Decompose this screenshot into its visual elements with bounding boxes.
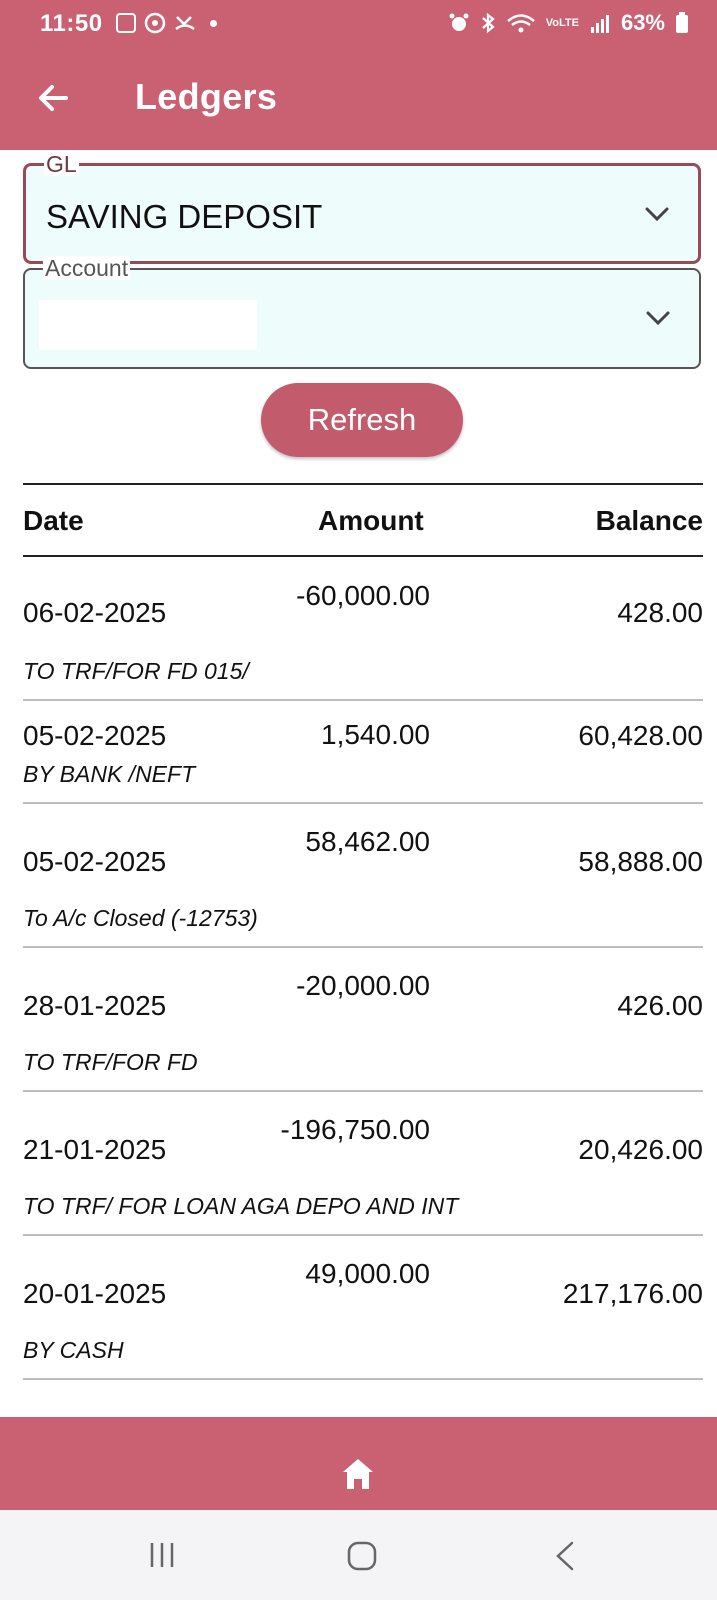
chat-icon bbox=[144, 12, 166, 34]
row-date: 21-01-2025 bbox=[23, 1134, 167, 1165]
row-divider bbox=[23, 699, 703, 701]
gl-dropdown[interactable] bbox=[23, 151, 701, 264]
row-description: TO TRF/FOR FD bbox=[23, 1049, 198, 1075]
notification-icons bbox=[116, 12, 217, 34]
alarm-icon bbox=[448, 12, 470, 34]
table-top-rule bbox=[23, 483, 703, 485]
gallery-icon bbox=[116, 13, 136, 33]
account-label: Account bbox=[45, 255, 129, 281]
row-balance: 217,176.00 bbox=[562, 1278, 703, 1309]
row-amount: 49,000.00 bbox=[305, 1258, 430, 1289]
gl-value: SAVING DEPOSIT bbox=[46, 198, 323, 235]
missed-call-icon bbox=[174, 12, 196, 34]
column-header-date: Date bbox=[23, 505, 84, 536]
volte-label: VoLTE bbox=[545, 16, 579, 29]
row-balance: 20,426.00 bbox=[578, 1134, 703, 1165]
row-date: 05-02-2025 bbox=[23, 720, 167, 751]
recent-apps-icon[interactable] bbox=[147, 1540, 177, 1570]
row-description: BY CASH bbox=[23, 1337, 124, 1363]
battery-icon bbox=[675, 12, 689, 34]
row-date: 20-01-2025 bbox=[23, 1278, 167, 1309]
account-dropdown[interactable] bbox=[23, 255, 701, 369]
battery-percent: 63% bbox=[620, 10, 665, 35]
row-amount: 1,540.00 bbox=[321, 719, 430, 750]
row-description: BY BANK /NEFT bbox=[23, 761, 196, 787]
status-bar bbox=[0, 0, 717, 44]
row-date: 05-02-2025 bbox=[23, 846, 167, 877]
row-description: To A/c Closed (-12753) bbox=[23, 905, 258, 931]
column-header-amount: Amount bbox=[318, 505, 424, 536]
row-divider bbox=[23, 946, 703, 948]
row-description: TO TRF/FOR FD 015/ bbox=[23, 658, 249, 684]
row-date: 06-02-2025 bbox=[23, 597, 167, 628]
status-time: 11:50 bbox=[40, 10, 103, 37]
row-divider bbox=[23, 1090, 703, 1092]
chevron-down-icon bbox=[644, 204, 670, 224]
account-value bbox=[39, 300, 257, 350]
row-balance: 428.00 bbox=[617, 597, 703, 628]
row-date: 28-01-2025 bbox=[23, 990, 167, 1021]
app-bar bbox=[0, 60, 717, 140]
row-description: TO TRF/ FOR LOAN AGA DEPO AND INT bbox=[23, 1193, 459, 1219]
home-icon[interactable] bbox=[341, 1457, 375, 1491]
row-divider bbox=[23, 1378, 703, 1380]
home-button-icon[interactable] bbox=[346, 1540, 378, 1572]
bluetooth-icon bbox=[480, 12, 496, 34]
row-amount: -20,000.00 bbox=[296, 970, 430, 1001]
row-balance: 58,888.00 bbox=[578, 846, 703, 877]
system-nav-bar bbox=[0, 1510, 717, 1600]
row-balance: 60,428.00 bbox=[578, 720, 703, 751]
gl-label: GL bbox=[46, 151, 77, 177]
row-amount: -60,000.00 bbox=[296, 580, 430, 611]
row-amount: 58,462.00 bbox=[305, 826, 430, 857]
bottom-nav bbox=[0, 1417, 717, 1510]
row-amount: -196,750.00 bbox=[280, 1114, 430, 1145]
refresh-button[interactable]: Refresh bbox=[261, 383, 463, 457]
more-notifications-icon bbox=[210, 20, 217, 27]
row-divider bbox=[23, 1234, 703, 1236]
system-icons bbox=[448, 10, 689, 36]
back-button-icon[interactable] bbox=[553, 1540, 577, 1572]
row-balance: 426.00 bbox=[617, 990, 703, 1021]
signal-icon bbox=[589, 12, 611, 34]
table-header-rule bbox=[23, 555, 703, 557]
top-bar bbox=[0, 0, 717, 150]
row-divider bbox=[23, 802, 703, 804]
chevron-down-icon bbox=[645, 308, 671, 328]
page-title: Ledgers bbox=[135, 76, 278, 117]
column-header-balance: Balance bbox=[595, 505, 703, 536]
back-arrow-icon[interactable] bbox=[34, 78, 74, 118]
wifi-icon bbox=[506, 12, 536, 34]
